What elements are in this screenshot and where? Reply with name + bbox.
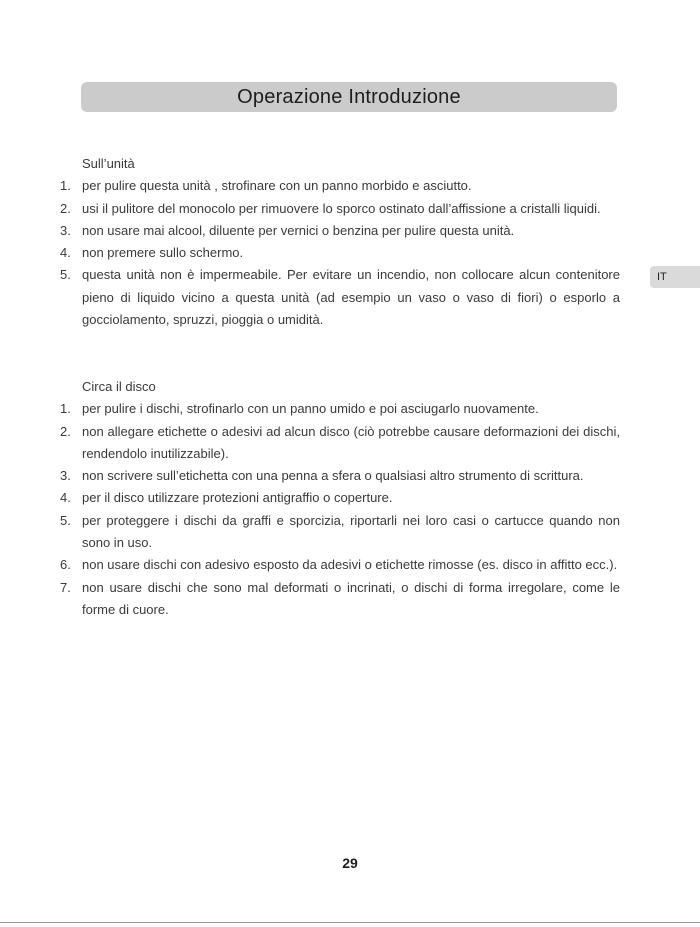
list-item xyxy=(60,554,620,576)
list-item xyxy=(60,264,620,331)
item-text: non usare dischi con adesivo esposto da adesivi o etichette rimosse (es. disco in affitto ecc.). xyxy=(82,557,618,573)
list-item xyxy=(60,220,620,242)
item-text: non scrivere sull’etichetta con una penna a sfera o qualsiasi altro strumento di scrittura. xyxy=(82,468,584,484)
item-number: 4. xyxy=(60,490,71,506)
item-text: per pulire questa unità , strofinare con un panno morbido e asciutto. xyxy=(82,178,472,194)
list-item xyxy=(60,577,620,622)
item-text: per pulire i dischi, strofinarlo con un panno umido e poi asciugarlo nuovamente. xyxy=(82,401,539,417)
item-number: 3. xyxy=(60,222,71,238)
list-item xyxy=(60,398,620,420)
item-text: non allegare etichette o adesivi ad alcun disco (ciò potrebbe causare deformazioni dei dischi, rendendolo inutilizzabile). xyxy=(82,423,620,461)
item-number: 2. xyxy=(60,423,71,439)
list-item xyxy=(60,242,620,264)
section-heading: Circa il disco xyxy=(82,379,156,394)
item-number: 3. xyxy=(60,468,71,484)
list-item xyxy=(60,510,620,555)
page-title: Operazione Introduzione xyxy=(237,85,461,108)
language-tab: IT xyxy=(650,266,700,288)
item-text: per il disco utilizzare protezioni antigraffio o coperture. xyxy=(82,490,393,506)
list-item xyxy=(60,421,620,466)
list-item xyxy=(60,175,620,197)
item-number: 6. xyxy=(60,557,71,573)
section-unit-care xyxy=(60,153,620,331)
page-number: 29 xyxy=(342,855,358,871)
item-number: 1. xyxy=(60,178,71,194)
item-number: 4. xyxy=(60,245,71,261)
list-item xyxy=(60,487,620,509)
item-number: 1. xyxy=(60,401,71,417)
item-text: non usare mai alcool, diluente per vernici o benzina per pulire questa unità. xyxy=(82,222,515,238)
section-heading: Sull’unità xyxy=(82,156,135,171)
item-text: questa unità non è impermeabile. Per evitare un incendio, non collocare alcun contenitore pieno di liquido vicino a questa unità (ad esempio un vaso o vaso di fiori) o esporlo a gocciolamento, spruzzi, pioggia o umidità. xyxy=(82,267,620,328)
item-number: 2. xyxy=(60,200,71,216)
section-disc-care xyxy=(60,376,620,621)
item-number: 7. xyxy=(60,579,71,595)
item-text: non usare dischi che sono mal deformati o incrinati, o dischi di forma irregolare, come le forme di cuore. xyxy=(82,579,620,617)
item-number: 5. xyxy=(60,512,71,528)
list-item xyxy=(60,465,620,487)
item-text: non premere sullo schermo. xyxy=(82,245,244,261)
item-text: usi il pulitore del monocolo per rimuovere lo sporco ostinato dall’affissione a cristalli liquidi. xyxy=(82,200,601,216)
item-number: 5. xyxy=(60,267,71,283)
section-title-bar xyxy=(81,82,617,112)
list-item xyxy=(60,198,620,220)
item-text: per proteggere i dischi da graffi e sporcizia, riportarli nei loro casi o cartucce quando non sono in uso. xyxy=(82,512,620,551)
bottom-divider xyxy=(0,922,700,923)
